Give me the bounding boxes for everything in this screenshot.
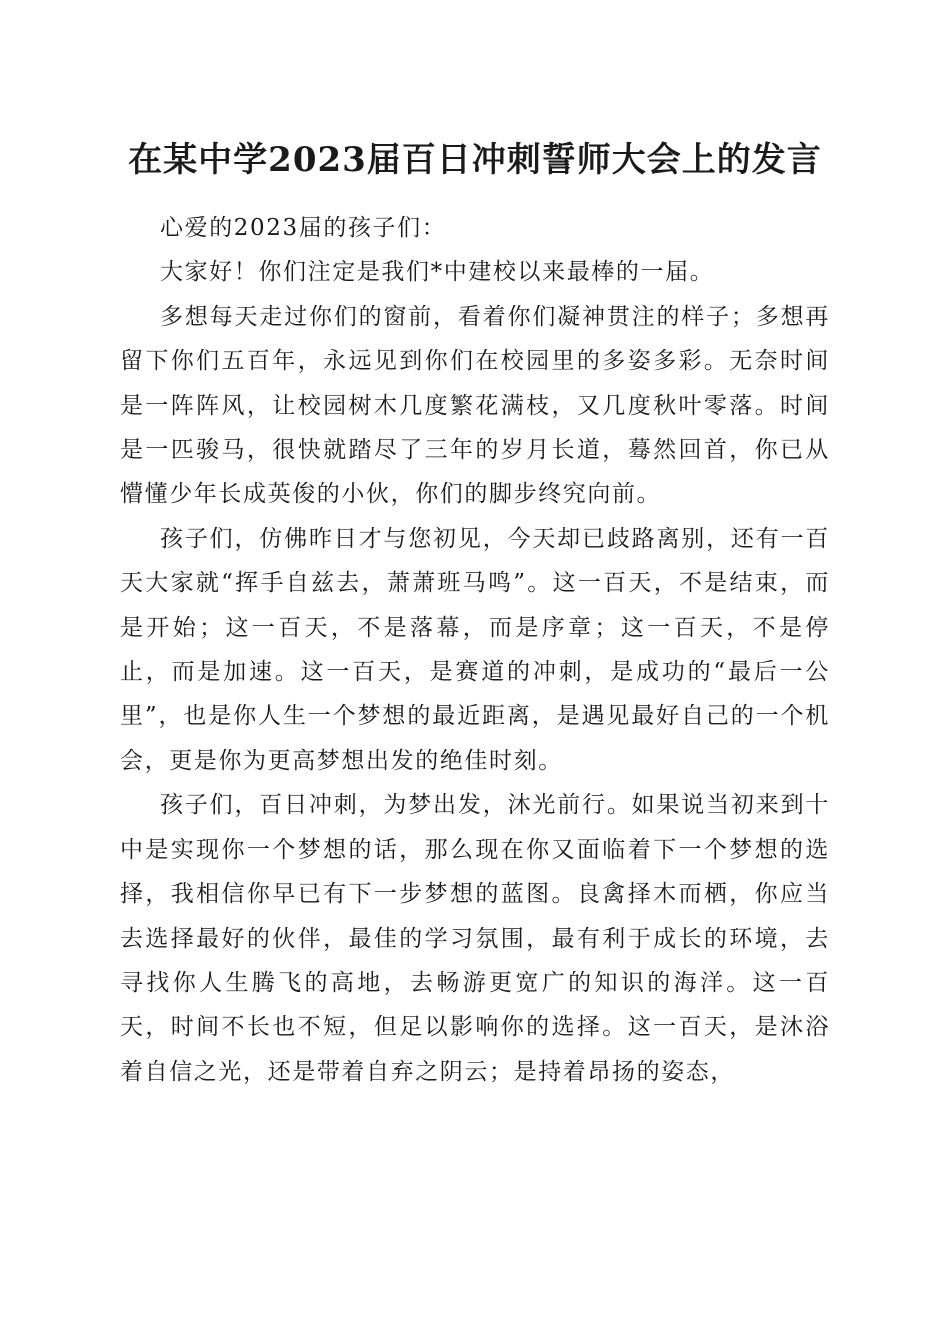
paragraph-hundred-days: 孩子们，仿佛昨日才与您初见，今天却已歧路离别，还有一百天大家就“挥手自兹去，萧萧班马鸣”。这一百天，不是结束，而是开始；这一百天，不是落幕，而是序章；这一百天，不是停止，而是加速。这一百天，是赛道的冲刺，是成功的“最后一公里”，也是你人生一个梦想的最近距离，是遇见最好自己的一个机会，更是你为更高梦想出发的绝佳时刻。 <box>120 525 830 774</box>
paragraph-time: 多想每天走过你们的窗前，看着你们凝神贯注的样子；多想再留下你们五百年，永远见到你们在校园里的多姿多彩。无奈时间是一阵阵风，让校园树木几度繁花满枝，又几度秋叶零落。时间是一匹骏马，很快就踏尽了三年的岁月长道，蓦然回首，你已从懵懂少年长成英俊的小伙，你们的脚步终究向前。 <box>120 303 830 508</box>
document-body <box>120 206 830 1094</box>
document-title: 在某中学2023届百日冲刺誓师大会上的发言 <box>128 140 822 180</box>
salutation: 心爱的2023届的孩子们： <box>160 215 447 241</box>
greeting-paragraph: 大家好！你们注定是我们*中建校以来最棒的一届。 <box>160 259 715 286</box>
paragraph-dream: 孩子们，百日冲刺，为梦出发，沐光前行。如果说当初来到十中是实现你一个梦想的话，那么现在你又面临着下一个梦想的选择，我相信你早已有下一步梦想的蓝图。良禽择木而栖，你应当去选择最好的伙伴，最佳的学习氛围，最有利于成长的环境，去寻找你人生腾飞的高地，去畅游更宽广的知识的海洋。这一百天，时间不长也不短，但足以影响你的选择。这一百天，是沐浴着自信之光，还是带着自弃之阴云；是持着昂扬的姿态， <box>120 792 830 1085</box>
